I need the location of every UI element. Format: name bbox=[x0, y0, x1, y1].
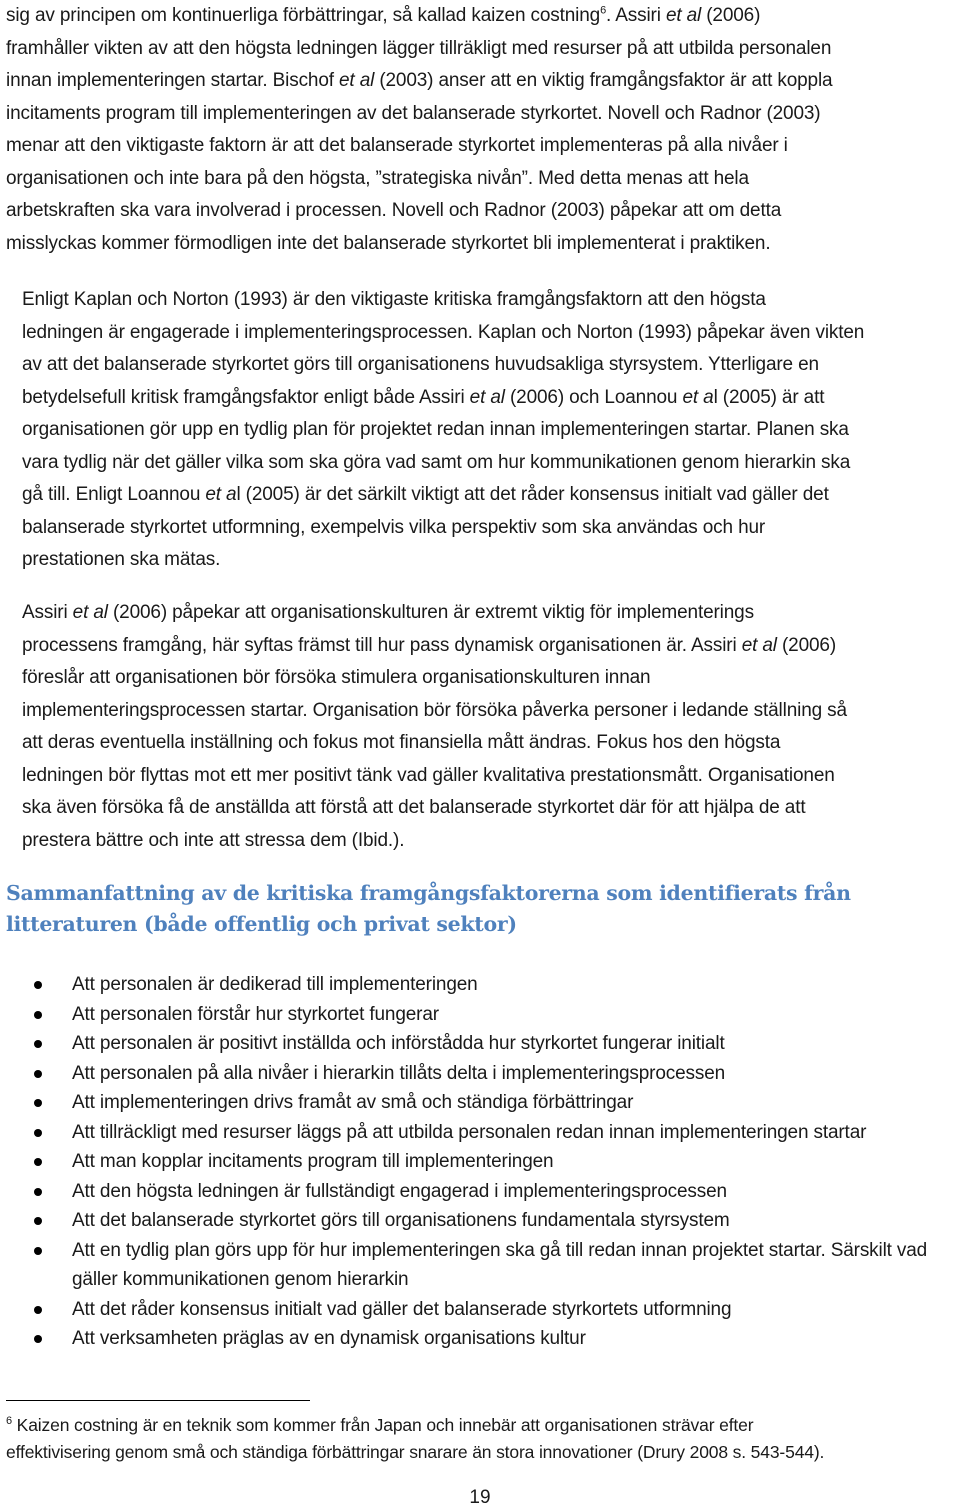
paragraph-2 bbox=[6, 284, 960, 577]
text-line: arbetskraften ska vara involverad i processen. Novell och Radnor (2003) påpekar att om detta bbox=[6, 200, 782, 221]
text-line: sig av principen om kontinuerliga förbättringar, så kallad kaizen costning$^6$. Assiri et al (2006) bbox=[6, 4, 761, 26]
text-line: betydelsefull kritisk framgångsfaktor enligt både Assiri et al (2006) och Loannou et al (2005) är att bbox=[22, 386, 825, 408]
list-item: Att verksamheten präglas av en dynamisk organisations kultur bbox=[0, 1324, 960, 1354]
list-item: Att personalen är dedikerad till implementeringen bbox=[0, 970, 960, 1000]
list-item: Att den högsta ledningen är fullständigt engagerad i implementeringsprocessen bbox=[0, 1177, 960, 1207]
text-line: gå till. Enligt Loannou et al (2005) är det särkilt viktigt att det råder konsensus initialt vad gäller det bbox=[22, 484, 829, 505]
italic-text: et a bbox=[205, 484, 237, 505]
text-line: av att det balanserade styrkortet görs till organisationens huvudsakliga styrsystem. Ytterligare en bbox=[22, 354, 819, 375]
footnote-marker: 6 bbox=[6, 1415, 12, 1428]
text-line: prestera bättre och inte att stressa dem (Ibid.). bbox=[22, 829, 405, 851]
list-item: Att implementeringen drivs framåt av små och ständiga förbättringar bbox=[0, 1088, 960, 1118]
list-item: Att det råder konsensus initialt vad gäller det balanserade styrkortets utformning bbox=[0, 1295, 960, 1325]
text-line: implementeringsprocessen startar. Organisation bör försöka påverka personer i ledande ställning så bbox=[22, 699, 847, 721]
text-line: innan implementeringen startar. Bischof et al (2003) anser att en viktig framgångsfaktor är att koppla bbox=[6, 70, 833, 91]
text-line: organisationen gör upp en tydlig plan för projektet redan innan implementeringen startar. Planen ska bbox=[22, 419, 849, 440]
list-item: Att en tydlig plan görs upp för hur implementeringen ska gå till redan innan projektet startar. Särskilt vad gäller kommunikationen genom hierarkin bbox=[0, 1236, 960, 1295]
footnote bbox=[6, 1412, 956, 1466]
text-line: framhåller vikten av att den högsta ledningen lägger tillräkligt med resurser på att utbilda personalen bbox=[6, 37, 832, 59]
italic-text: et al bbox=[665, 5, 702, 26]
text-line: menar att den viktigaste faktorn är att det balanserade styrkortet implementeras på alla nivåer i bbox=[6, 135, 788, 156]
text-line: Assiri et al (2006) påpekar att organisationskulturen är extremt viktig för implementerings bbox=[22, 602, 754, 623]
list-item: Att tillräckligt med resurser läggs på att utbilda personalen redan innan implementeringen startar bbox=[0, 1118, 960, 1148]
success-factor-list bbox=[0, 970, 960, 1354]
text-line: processens framgång, här syftas främst till hur pass dynamisk organisationen är. Assiri et al (2006) bbox=[22, 634, 837, 656]
footnote-separator bbox=[6, 1400, 310, 1401]
paragraph-3 bbox=[6, 597, 960, 857]
text-line: att deras eventuella inställning och fokus mot finansiella mått ändras. Fokus hos den högsta bbox=[22, 732, 781, 753]
text-line: ska även försöka få de anställda att förstå att det balanserade styrkortet där för att hjälpa de att bbox=[22, 797, 806, 818]
italic-text: et al bbox=[469, 386, 505, 408]
italic-text: et al bbox=[72, 602, 108, 623]
text-line: organisationen och inte bara på den högsta, ”strategiska nivån”. Med detta menas att hela bbox=[6, 167, 749, 189]
text-line: balanserade styrkortet utformning, exempelvis vilka perspektiv som ska användas och hur bbox=[22, 516, 766, 538]
text-line: ledningen bör flyttas mot ett mer positivt tänk vad gäller kvalitativa prestationsmått. Organisationen bbox=[22, 764, 835, 786]
list-item: Att personalen är positivt inställda och införstådda hur styrkortet fungerar initialt bbox=[0, 1029, 960, 1059]
text-line: föreslår att organisationen bör försöka stimulera organisationskulturen innan bbox=[22, 667, 651, 688]
italic-text: et al bbox=[339, 70, 375, 91]
paragraph-1 bbox=[6, 0, 956, 260]
list-item: Att man kopplar incitaments program till implementeringen bbox=[0, 1147, 960, 1177]
text-line: Enligt Kaplan och Norton (1993) är den viktigaste kritiska framgångsfaktorn att den högsta bbox=[22, 289, 766, 310]
text-line: ledningen är engagerade i implementeringsprocessen. Kaplan och Norton (1993) påpekar även vikten bbox=[22, 321, 865, 343]
footnote-line bbox=[6, 1412, 956, 1439]
text-line: incitaments program till implementeringen av det balanserade styrkortet. Novell och Radnor (2003) bbox=[6, 102, 821, 124]
list-item: Att det balanserade styrkortet görs till organisationens fundamentala styrsystem bbox=[0, 1206, 960, 1236]
list-item: Att personalen förstår hur styrkortet fungerar bbox=[0, 1000, 960, 1030]
text-line: prestationen ska mätas. bbox=[22, 549, 221, 570]
text-line: vara tydlig när det gäller vilka som ska göra vad samt om hur kommunikationen genom hierarkin ska bbox=[22, 451, 851, 473]
list-item: Att personalen på alla nivåer i hierarkin tillåts delta i implementeringsprocessen bbox=[0, 1059, 960, 1089]
footnote-line: effektivisering genom små och ständiga förbättringar snarare än stora innovationer (Drury 2008 s. 543-544). bbox=[6, 1442, 825, 1462]
section-heading: Sammanfattning av de kritiska framgångsfaktorerna som identifierats från litteraturen (både offentlig och privat sektor) bbox=[6, 881, 851, 936]
footnote-reference: 6 bbox=[600, 4, 607, 17]
italic-text: et a bbox=[682, 386, 714, 408]
text-line: misslyckas kommer förmodligen inte det balanserade styrkortet bli implementerat i praktiken. bbox=[6, 232, 771, 254]
italic-text: et al bbox=[741, 634, 777, 656]
page-number: 19 bbox=[469, 1487, 491, 1508]
footnote-text: Kaizen costning är en teknik som kommer från Japan och innebär att organisationen strävar efter bbox=[11, 1415, 754, 1435]
